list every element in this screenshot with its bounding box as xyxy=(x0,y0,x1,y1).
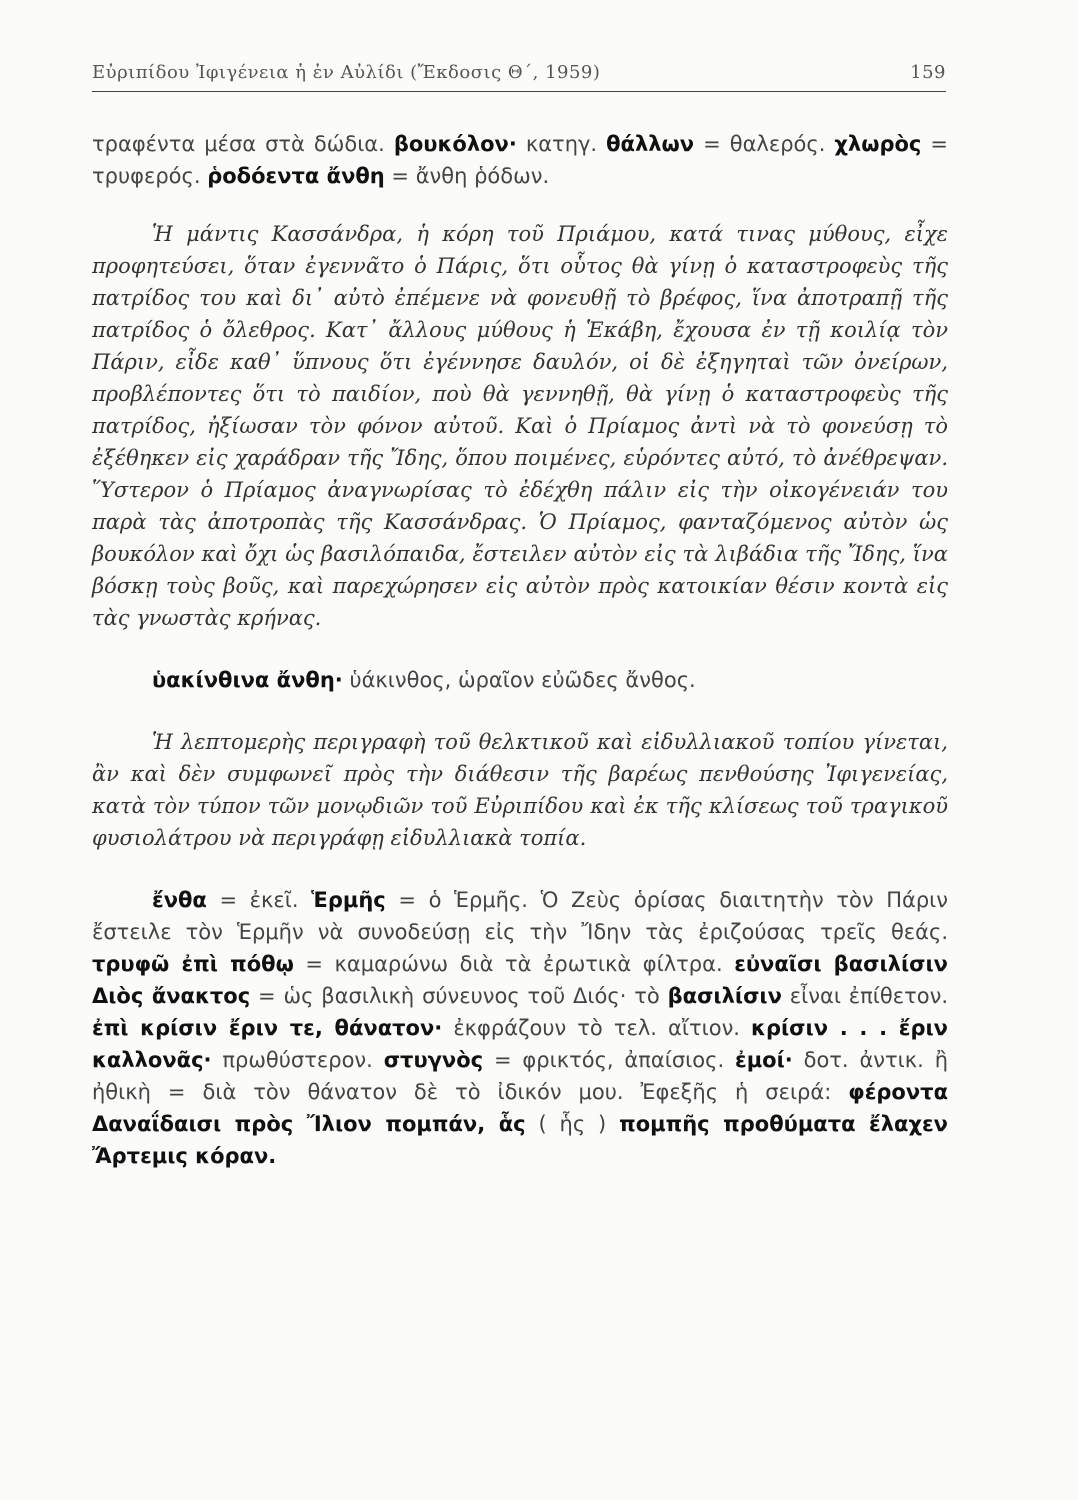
lemma: ἐμοί· xyxy=(735,1048,793,1072)
gloss-text: = καμαρώνω διὰ τὰ ἐρωτικὰ φίλτρα. xyxy=(293,952,735,976)
gloss-text: = ὁ Ἑρμῆς. Ὁ Ζεὺς ὁρίσας διαιτητὴν τὸν Πάριν ἔστειλε τὸν Ἑρμῆν νὰ συνοδεύσῃ εἰς τὴν Ἴδην τὰς ἐριζούσας τρεῖς θεάς. xyxy=(92,888,948,944)
gloss-text: κατηγ. xyxy=(516,132,607,156)
lemma: πομπῆς προθύματα ἔλαχεν Ἄρτεμις κόραν. xyxy=(92,1112,948,1168)
lemma: ἔνθα xyxy=(152,888,207,912)
gloss-text: = φρικτός, ἀπαίσιος. xyxy=(483,1048,735,1072)
lemma: βασιλίσιν xyxy=(667,984,782,1008)
lemma: ἐπὶ κρίσιν ἔριν τε, θάνατον· xyxy=(92,1016,443,1040)
lemma: κρίσιν . . . ἔριν καλλονᾶς· xyxy=(92,1016,948,1072)
lemma: τρυφῶ ἐπὶ πόθῳ xyxy=(92,952,294,976)
lemma: φέροντα Δαναΐδαισι πρὸς Ἴλιον πομπάν, ἇς xyxy=(92,1080,948,1136)
gloss-text: πρωθύστερον. xyxy=(211,1048,384,1072)
lemma: ὑακίνθινα ἄνθη· xyxy=(152,668,343,692)
page-number: 159 xyxy=(910,62,946,83)
gloss-text: τραφέντα μέσα στὰ δώδια. xyxy=(92,132,394,156)
lemma: ῥοδόεντα ἄνθη xyxy=(207,164,385,188)
commentary-paragraph-1: Ἡ μάντις Κασσάνδρα, ἡ κόρη τοῦ Πριάμου, κατά τινας μύθους, εἶχε προφητεύσει, ὅταν ἐγεννᾶτο ὁ Πάρις, ὅτι οὗτος θὰ γίνῃ ὁ καταστροφεὺς τῆς πατρίδος του καὶ δι᾽ αὐτὸ ἐπέμενε νὰ φονευθῇ τὸ βρέφος, ἵνα ἀποτραπῇ τῆς πατρίδος ὁ ὄλεθρος. Κατ᾽ ἄλλους μύθους ἡ Ἑκάβη, ἔχουσα ἐν τῇ κοιλίᾳ τὸν Πάριν, εἶδε καθ᾽ ὕπνους ὅτι ἐγέννησε δαυλόν, οἱ δὲ ἐξηγηταὶ τῶν ὀνείρων, προβλέποντες ὅτι τὸ παιδίον, ποὺ θὰ γεννηθῇ, θὰ γίνῃ ὁ καταστροφεὺς τῆς πατρίδος, ἠξίωσαν τὸν φόνον αὐτοῦ. Καὶ ὁ Πρίαμος ἀντὶ νὰ τὸ φονεύσῃ τὸ ἐξέθηκεν εἰς χαράδραν τῆς Ἴδης, ὅπου ποιμένες, εὑρόντες αὐτό, τὸ ἀνέθρεψαν. Ὕστερον ὁ Πρίαμος ἀναγνωρίσας τὸ ἐδέχθη πάλιν εἰς τὴν οἰκογένειάν του παρὰ τὰς ἀποτροπὰς τῆς Κασσάνδρας. Ὁ Πρίαμος, φανταζόμενος αὐτὸν ὡς βουκόλον καὶ ὄχι ὡς βασιλόπαιδα, ἔστειλεν αὐτὸν εἰς τὰ λιβάδια τῆς Ἴδης, ἵνα βόσκῃ τοὺς βοῦς, καὶ παρεχώρησεν εἰς αὐτὸν πρὸς κατοικίαν θέσιν κοντὰ εἰς τὰς γνωστὰς κρήνας. xyxy=(92,222,948,630)
gloss-paragraph-1 xyxy=(92,128,948,192)
gloss-text: δοτ. ἀντικ. ἢ ἠθικὴ = διὰ τὸν θάνατον δὲ τὸ ἰδικόν μου. Ἐφεξῆς ἡ σειρά: xyxy=(92,1048,949,1104)
gloss-text: ἐκφράζουν τὸ τελ. αἴτιον. xyxy=(442,1016,752,1040)
gloss-text: = ἐκεῖ. xyxy=(206,888,312,912)
lemma: Ἑρμῆς xyxy=(311,888,386,912)
gloss-text: ( ἧς ) xyxy=(525,1112,620,1136)
gloss-text: ὑάκινθος, ὡραῖον εὐῶδες ἄνθος. xyxy=(342,668,696,692)
lemma: θάλλων xyxy=(606,132,695,156)
commentary-paragraph-2: Ἡ λεπτομερὴς περιγραφὴ τοῦ θελκτικοῦ καὶ εἰδυλλιακοῦ τοπίου γίνεται, ἂν καὶ δὲν συμφωνεῖ πρὸς τὴν διάθεσιν τῆς βαρέως πενθούσης Ἰφιγενείας, κατὰ τὸν τύπον τῶν μονῳδιῶν τοῦ Εὐριπίδου καὶ ἐκ τῆς κλίσεως τοῦ τραγικοῦ φυσιολάτρου νὰ περιγράφῃ εἰδυλλιακὰ τοπία. xyxy=(92,730,948,850)
lemma: χλωρὸς xyxy=(834,132,922,156)
lemma: εὐναῖσι βασιλίσιν Διὸς ἄνακτος xyxy=(92,952,948,1008)
lemma: βουκόλον· xyxy=(393,132,517,156)
gloss-text: = ὡς βασιλικὴ σύνευνος τοῦ Διός· τὸ xyxy=(250,984,668,1008)
gloss-text: εἶναι ἐπίθετον. xyxy=(781,984,948,1008)
gloss-paragraph-3 xyxy=(92,884,948,1172)
running-title: Εὐριπίδου Ἰφιγένεια ἡ ἐν Αὐλίδι (Ἔκδοσις Θ΄, 1959) xyxy=(92,62,601,83)
page-content xyxy=(92,128,948,1172)
gloss-text: = ἄνθη ῥόδων. xyxy=(384,164,550,188)
lemma: στυγνὸς xyxy=(383,1048,484,1072)
gloss-paragraph-2 xyxy=(92,664,948,696)
running-header xyxy=(92,62,946,92)
gloss-text: = τρυφερός. xyxy=(92,132,948,188)
gloss-text: = θαλερός. xyxy=(694,132,835,156)
